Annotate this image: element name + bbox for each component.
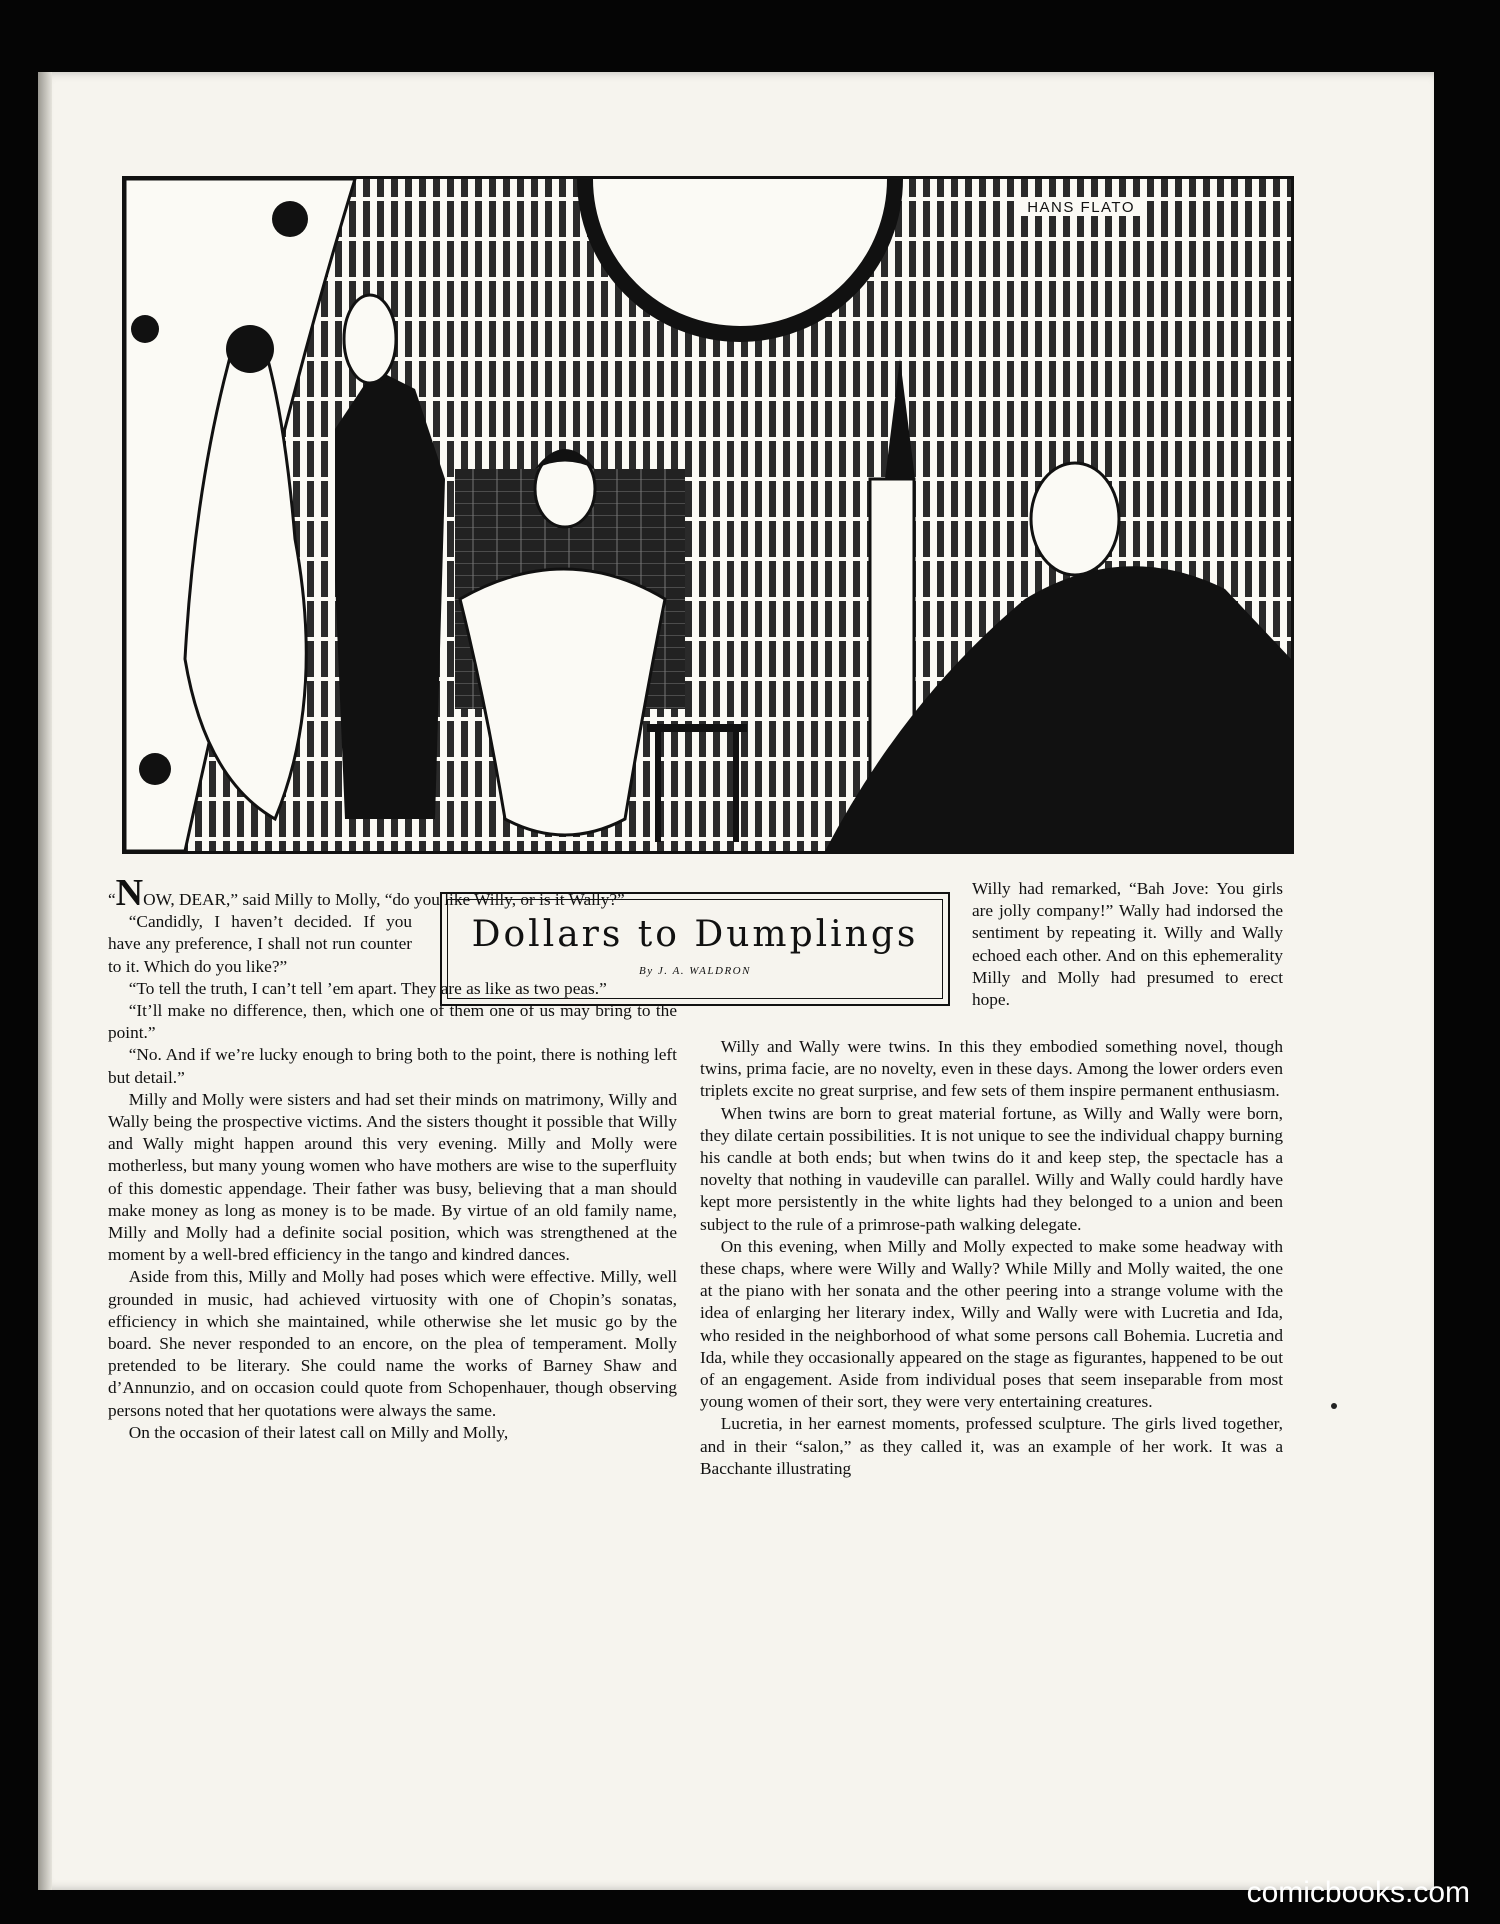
paragraph: Milly and Molly were sisters and had set their minds on matrimony, Willy and Wally being the prospective victims. And the sisters thought it possible that Willy and Wally might happen around this very evening. Milly and Molly were motherless, but many young women who have mothers are wise to the superfluity of this domestic appendage. Their father was busy, believing that a man should make money as long as money is to be made. By virtue of an old family name, Milly and Molly had a definite social position, which was strengthened at the moment by a well-bred efficiency in the tango and kindred dances. <box>108 1089 677 1265</box>
article-column-right <box>700 1036 1283 1480</box>
article-byline: By J. A. WALDRON <box>639 965 751 977</box>
paragraph: On this evening, when Milly and Molly expected to make some headway with these chaps, where were Willy and Wally? While Milly and Molly waited, the one at the piano with her sonata and the other peering into a strange volume with the idea of enlarging her literary index, Willy and Wally were with Lucretia and Ida, who resided in the neighborhood of what some persons call Bohemia. Lucretia and Ida, while they occasionally appeared on the stage as figurantes, happened to be out of an engagement. Aside from individual poses that seem inseparable from most young women of their sort, they were very entertaining creatures. <box>700 1236 1283 1412</box>
man-standing-head <box>344 295 396 383</box>
title-box-inner-border <box>447 899 943 999</box>
paragraph: When twins are born to great material fortune, as Willy and Wally were born, they dilate certain possibilities. It is not unique to see the individual chappy burning his candle at both ends; but when twins do it and keep step, the spectacle has a novelty that nothing in vaudeville can parallel. Willy and Wally could hardly have kept more persistently in the white lights had they belonged to a union and been subject to the rule of a primrose-path walking delegate. <box>700 1103 1283 1234</box>
woman-left-hair <box>226 325 274 373</box>
paragraph: “Candidly, I haven’t decided. If you have any preference, I shall not run counter to it. Which do you like?” <box>108 912 412 976</box>
side-table <box>647 724 747 732</box>
paragraph: On the occasion of their latest call on Milly and Molly, <box>128 1422 509 1442</box>
figure-man-standing <box>335 369 445 819</box>
opening-quote: “ <box>108 890 116 909</box>
paragraph: “To tell the truth, I can’t tell ’em apart. They are as like as two peas.” <box>128 978 607 998</box>
site-watermark: comicbooks.com <box>1246 1876 1470 1909</box>
curtain-ornament-top <box>272 201 308 237</box>
ink-speck <box>1331 1403 1337 1409</box>
article-title: Dollars to Dumplings <box>471 914 919 955</box>
paragraph: Lucretia, in her earnest moments, professed sculpture. The girls lived together, and in their “salon,” as they called it, was an example of her work. It was a Bacchante illustrating <box>700 1414 1283 1478</box>
opening-paragraph-text: OW, DEAR,” said Milly to Molly, “do you like Willy, or is it Wally?” <box>143 890 625 909</box>
paragraph: “No. And if we’re lucky enough to bring both to the point, there is nothing left but detail.” <box>108 1045 677 1087</box>
drop-cap: N <box>115 872 144 914</box>
artist-signature: HANS FLATO <box>1021 199 1141 216</box>
article-illustration <box>122 176 1294 854</box>
curtain-ornament-mid <box>131 315 159 343</box>
paragraph: Willy had remarked, “Bah Jove: You girls are jolly company!” Wally had indorsed the sentiment by repeating it. Willy and Wally echoed each other. And on this ephemerality Milly and Molly had presumed to erect hope. <box>972 879 1283 1010</box>
paragraph: Aside from this, Milly and Molly had poses which were effective. Milly, well grounded in music, had achieved virtuosity with one of Chopin’s sonatas, efficiency in which she maintained, while otherwise she let music go by the board. She never responded to an encore, on the plea of temperament. Molly pretended to be literary. She could name the works of Barney Shaw and d’Annunzio, and on occasion could quote from Schopenhauer, though observing persons noted that her quotations were always the same. <box>108 1267 677 1420</box>
title-box <box>440 892 950 1006</box>
article-column-right-top <box>972 878 1283 1011</box>
side-table-leg-right <box>733 732 739 842</box>
page-gutter-shadow <box>38 72 52 1890</box>
illustration-drawing <box>125 179 1291 851</box>
paragraph: “It’ll make no difference, then, which one of them one of us may bring to the point.” <box>108 1001 677 1043</box>
paragraph: Willy and Wally were twins. In this they embodied something novel, though twins, prima facie, are no novelty, even in these days. Among the lower orders even triplets excite no great surprise, and few sets of them inspire permanent enthusiasm. <box>700 1037 1283 1101</box>
seated-man-head <box>1031 463 1119 575</box>
curtain-ornament-bottom <box>139 753 171 785</box>
side-table-leg-left <box>655 732 661 842</box>
